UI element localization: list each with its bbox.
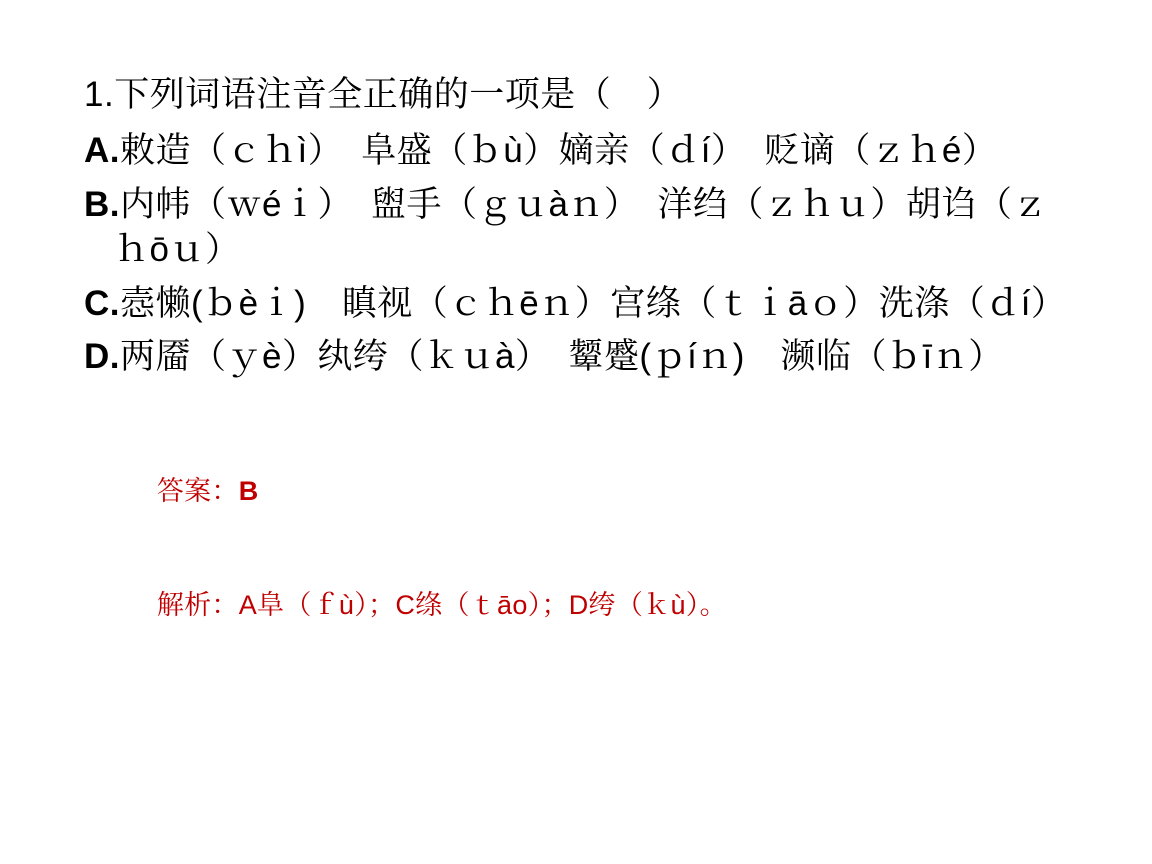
analysis-line xyxy=(110,549,1072,662)
answer-value: B xyxy=(238,476,259,507)
option-c-text: 悫懒(ｂèｉ) 瞋视（ｃｈēｎ）宫绦（ｔｉāｏ）洗涤（ｄí） xyxy=(120,283,1067,323)
option-c xyxy=(84,281,1072,327)
analysis-text: A阜（ｆù）；C绦（ｔāo）；D绔（ｋù）。 xyxy=(238,589,727,620)
answer-block xyxy=(84,436,1072,663)
option-d-text: 两靥（ｙè）纨绔（ｋｕà） 颦蹙(ｐíｎ) 濒临（ｂīｎ） xyxy=(120,337,1004,377)
option-c-label: C. xyxy=(84,283,120,323)
option-b-label: B. xyxy=(84,184,120,224)
option-b xyxy=(84,182,1072,273)
option-a-label: A. xyxy=(84,131,120,171)
answer-line xyxy=(110,436,1072,549)
option-a xyxy=(84,128,1072,174)
option-a-text: 敕造（ｃｈì） 阜盛（ｂù）嫡亲（ｄí） 贬谪（ｚｈé） xyxy=(120,131,998,171)
answer-label: 答案： xyxy=(156,476,239,507)
option-d-label: D. xyxy=(84,337,120,377)
option-b-text: 内帏（ｗéｉ） 盥手（ｇｕàｎ） 洋绉（ｚｈｕ）胡诌（ｚｈōｕ） xyxy=(114,184,1048,270)
option-d xyxy=(84,334,1072,380)
analysis-label: 解析： xyxy=(156,589,239,620)
question-text: 1.下列词语注音全正确的一项是（ ） xyxy=(84,75,683,114)
